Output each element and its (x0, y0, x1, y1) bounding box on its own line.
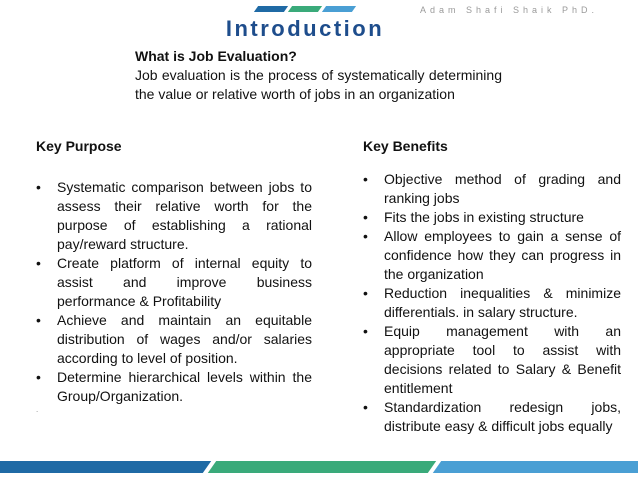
bottom-bar-lightblue (433, 461, 638, 473)
list-item: • Fits the jobs in existing structure (363, 208, 621, 227)
author-name: Adam Shafi Shaik PhD. (420, 5, 599, 15)
slide-title: Introduction (225, 16, 385, 41)
top-accent-bars (256, 6, 354, 12)
bottom-bar-blue (0, 461, 211, 473)
list-item: • Create platform of internal equity to assist and improve business performance & Profitability (36, 254, 312, 311)
list-item: • Systematic comparison between jobs to assess their relative worth for the purpose of establishing a rational pay/reward structure. (36, 178, 312, 254)
key-purpose-section (36, 137, 312, 406)
key-purpose-heading: Key Purpose (36, 138, 122, 154)
key-benefits-heading: Key Benefits (363, 138, 448, 154)
bottom-bar-green (208, 461, 436, 473)
list-item: • Determine hierarchical levels within the Group/Organization. (36, 368, 312, 406)
top-bar-blue (254, 6, 288, 12)
list-item: • Allow employees to gain a sense of confidence how they can progress in the organization (363, 227, 621, 284)
intro-block (135, 47, 502, 104)
list-item: • Equip management with an appropriate tool to assist with decisions related to Salary & Benefit entitlement (363, 322, 621, 398)
list-item: • Achieve and maintain an equitable distribution of wages and/or salaries according to level of position. (36, 311, 312, 368)
key-benefits-list (363, 170, 621, 436)
key-benefits-section (363, 137, 621, 436)
list-item: • Standardization redesign jobs, distribute easy & difficult jobs equally (363, 398, 621, 436)
intro-question: What is Job Evaluation? (135, 48, 297, 64)
intro-definition: Job evaluation is the process of systematically determining the value or relative worth of jobs in an organization (135, 67, 502, 102)
top-bar-green (288, 6, 322, 12)
top-bar-lightblue (322, 6, 356, 12)
trailing-mark: . (36, 405, 39, 414)
bottom-accent-bars (0, 461, 638, 473)
list-item: • Objective method of grading and ranking jobs (363, 170, 621, 208)
key-purpose-list (36, 178, 312, 406)
list-item: • Reduction inequalities & minimize differentials. in salary structure. (363, 284, 621, 322)
